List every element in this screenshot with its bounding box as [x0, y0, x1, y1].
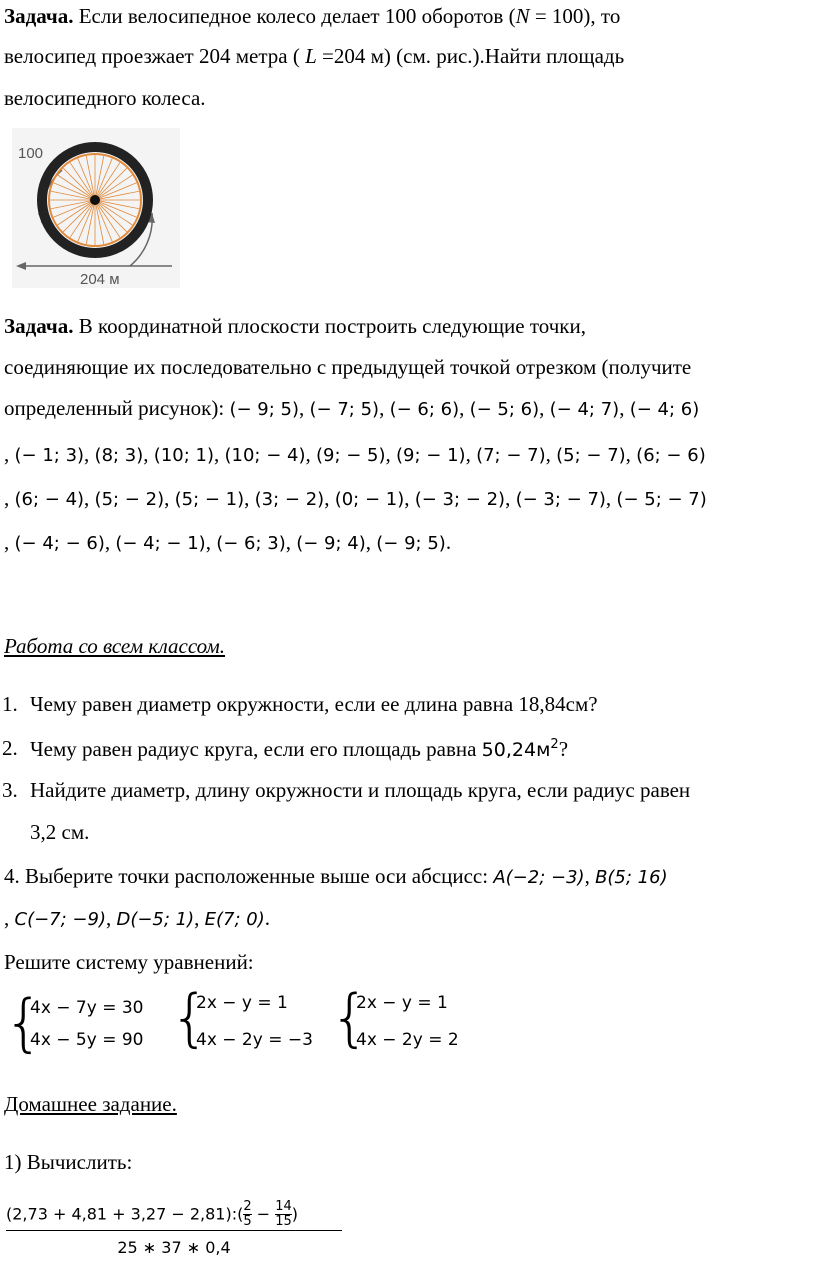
coordinate-point: (5; − 2) [94, 489, 165, 510]
coordinate-point: (5; − 1) [174, 489, 245, 510]
task1-line3: велосипедного колеса. [4, 86, 206, 110]
coordinate-point: (3; − 2) [254, 489, 325, 510]
coordinate-point: (− 6; 6) [389, 399, 460, 420]
coordinate-point: (− 6; 3) [216, 533, 286, 554]
coordinate-point: (− 9; 5) [229, 399, 300, 420]
homework-expression [6, 1188, 346, 1260]
coordinate-point: (7; − 7) [476, 445, 546, 466]
item1-num: 1. [2, 692, 18, 716]
task2-label: Задача. [4, 314, 74, 338]
coordinate-point: (− 3; − 7) [515, 489, 606, 510]
item4-line: 4. Выберите точки расположенные выше оси абсцисс: A(−2; −3), B(5; 16) [4, 864, 668, 888]
item3-num: 3. [2, 778, 18, 802]
coordinate-point: (− 4; − 1) [115, 533, 206, 554]
bicycle-wheel-icon [42, 147, 148, 253]
homework-item1: 1) Вычислить: [4, 1150, 133, 1174]
coordinate-point: (6; − 4) [14, 489, 85, 510]
item3-text: Найдите диаметр, длину окружности и площадь круга, если радиус равен [30, 778, 691, 802]
item2-num: 2. [2, 736, 18, 760]
coordinate-point: (− 1; 3) [14, 445, 85, 466]
item3-text-cont: 3,2 см. [30, 820, 90, 844]
task1-line1: Задача. Если велосипедное колесо делает 100 оборотов (N = 100), то [4, 4, 621, 28]
coordinate-point: (− 9; 5) [376, 533, 446, 554]
wheel-count-label: 100 [18, 145, 44, 162]
homework-heading: Домашнее задание. [4, 1092, 177, 1116]
points-row-2: , (− 1; 3), (8; 3), (10; 1), (10; − 4), (9; − 5), (9; − 1), (7; − 7), (5; − 7), (6; − 6) [4, 442, 706, 466]
coordinate-point: (10; 1) [153, 445, 214, 466]
task2-line1: Задача. В координатной плоскости построить следующие точки, [4, 314, 586, 338]
coordinate-point: (− 4; 6) [629, 399, 700, 420]
item4-line2: , C(−7; −9), D(−5; 1), E(7; 0). [4, 906, 271, 930]
coordinate-point: (− 4; − 6) [14, 533, 105, 554]
coordinate-point: (8; 3) [94, 445, 144, 466]
coordinate-point: (− 3; − 2) [414, 489, 506, 510]
point-d: D(−5; 1) [116, 909, 195, 930]
coordinate-point: (6; − 6) [636, 445, 706, 466]
point-c: C(−7; −9) [14, 909, 106, 930]
task1-line2: велосипед проезжает 204 метра ( L =204 м) (см. рис.).Найти площадь [4, 44, 625, 68]
coordinate-point: (− 4; 7) [549, 399, 620, 420]
coordinate-point: (9; − 5) [315, 445, 386, 466]
task2-line2: соединяющие их последовательно с предыдущей точкой отрезком (получите [4, 355, 692, 379]
expression-denominator: 25 ∗ 37 ∗ 0,4 [117, 1238, 231, 1257]
coordinate-point: (− 7; 5) [309, 399, 380, 420]
point-e: E(7; 0) [204, 909, 265, 930]
task1-label: Задача. [4, 4, 74, 28]
coordinate-point: (5; − 7) [556, 445, 626, 466]
point-a: A(−2; −3) [493, 867, 585, 888]
points-row-4: , (− 4; − 6), (− 4; − 1), (− 6; 3), (− 9; 4), (− 9; 5). [4, 530, 452, 554]
coordinate-point: (10; − 4) [224, 445, 306, 466]
fraction-bar [6, 1230, 342, 1231]
item1-text: Чему равен диаметр окружности, если ее длина равна 18,84см? [30, 692, 598, 716]
wheel-distance-label: 204 м [80, 271, 120, 288]
coordinate-point: (0; − 1) [334, 489, 405, 510]
coordinate-point: (9; − 1) [396, 445, 466, 466]
expression-numerator: (2,73 + 4,81 + 3,27 − 2,81):( $\frac{2}{5}$ − $\frac{14}{15}$ ) [6, 1199, 299, 1230]
systems-heading: Решите систему уравнений: [4, 950, 254, 974]
point-b: B(5; 16) [595, 867, 668, 888]
task2-line3: определенный рисунок): (− 9; 5), (− 7; 5), (− 6; 6), (− 5; 6), (− 4; 7), (− 4; 6) [4, 396, 700, 420]
coordinate-point: (− 9; 4) [296, 533, 366, 554]
points-row-3: , (6; − 4), (5; − 2), (5; − 1), (3; − 2), (0; − 1), (− 3; − 2), (− 3; − 7), (− 5; − 7) [4, 486, 707, 510]
item2-text: Чему равен радиус круга, если его площадь равна $50,24м^2$? [30, 737, 569, 761]
coordinate-point: (− 5; 6) [469, 399, 540, 420]
class-work-heading: Работа со всем классом. [4, 634, 225, 658]
wheel-figure [12, 128, 180, 288]
coordinate-point: (− 5; − 7) [616, 489, 707, 510]
